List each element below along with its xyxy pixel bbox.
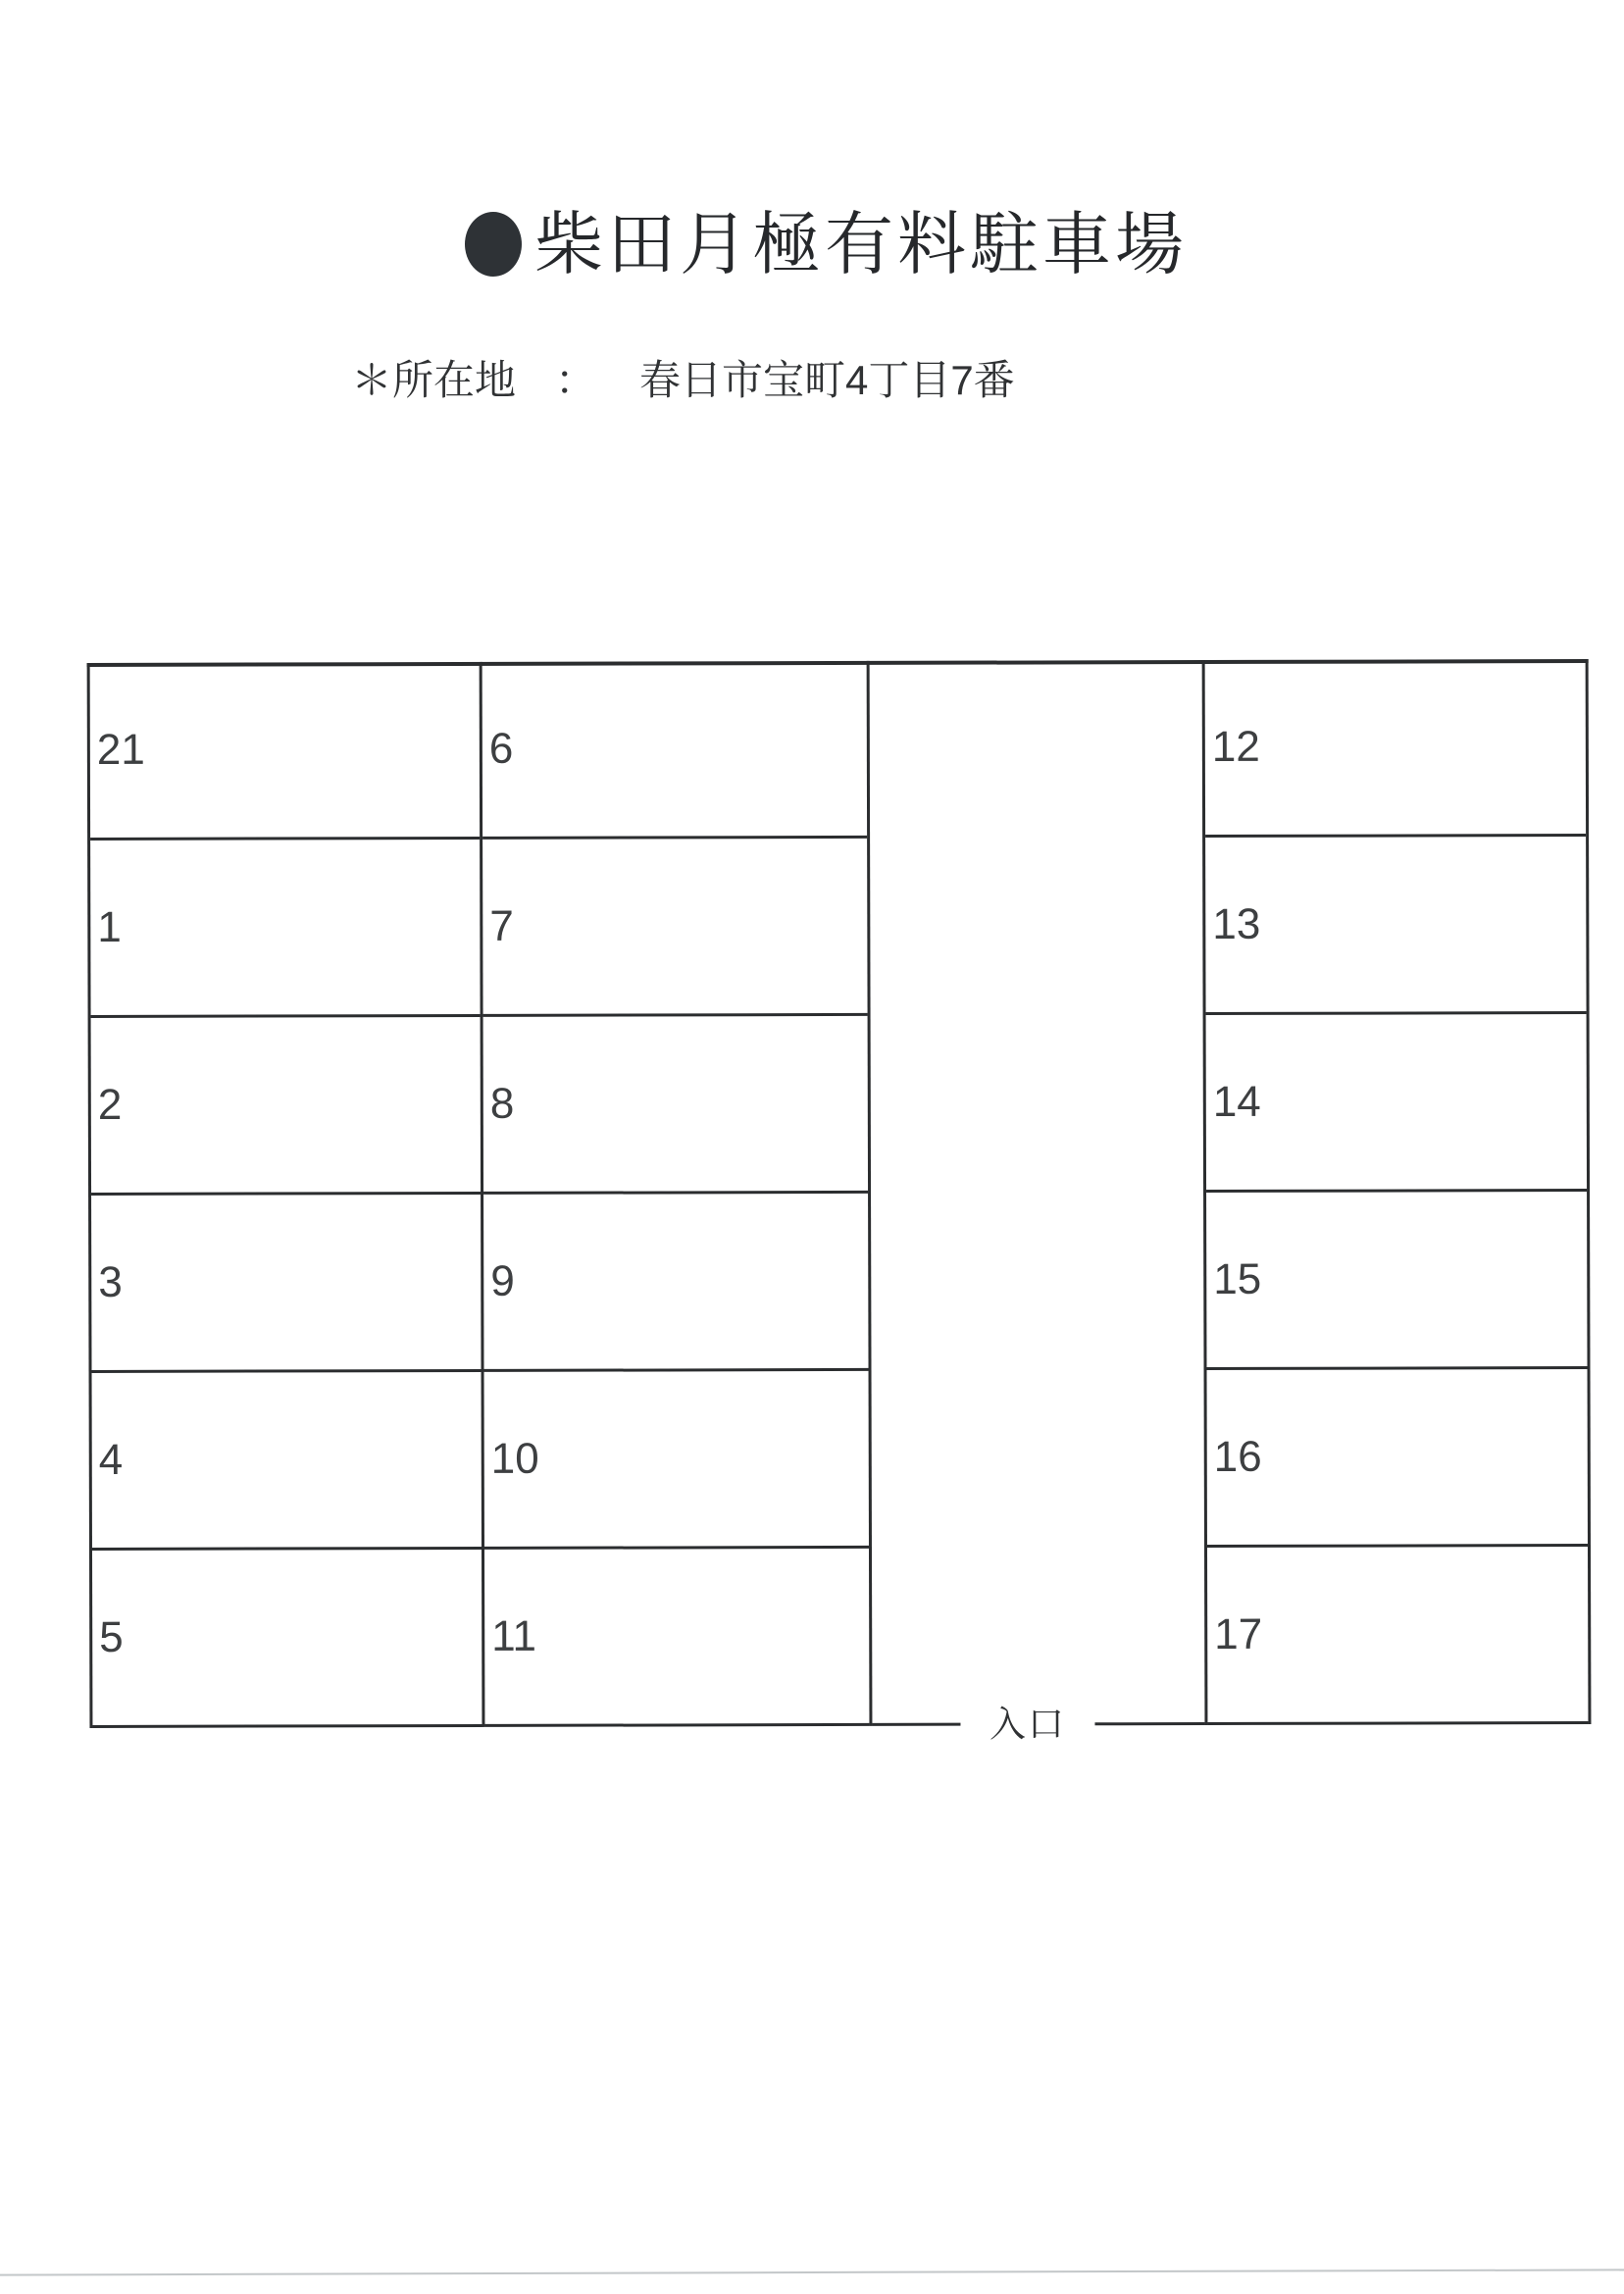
parking-space-cell: 10: [484, 1371, 869, 1550]
parking-space-cell: 6: [482, 661, 867, 840]
parking-space-cell: 17: [1207, 1547, 1588, 1725]
parking-space-cell: 5: [92, 1550, 482, 1728]
location-separator: ：: [555, 357, 597, 403]
entrance-label: 入口: [989, 1704, 1067, 1745]
parking-space-cell: 15: [1206, 1192, 1587, 1370]
parking-space-cell: 16: [1207, 1369, 1588, 1548]
parking-space-cell: 14: [1206, 1014, 1587, 1193]
parking-column-right: [1202, 659, 1592, 1725]
parking-column-middle: [480, 661, 873, 1727]
parking-space-cell: 8: [483, 1016, 868, 1195]
parking-space-cell: 4: [92, 1372, 482, 1551]
entrance-line-right: [1094, 1722, 1204, 1725]
parking-space-cell: 21: [90, 662, 480, 841]
entrance-line-left: [872, 1723, 960, 1726]
parking-space-cell: 1: [90, 840, 480, 1018]
parking-space-cell: 13: [1205, 837, 1586, 1015]
parking-space-cell: 12: [1205, 659, 1586, 838]
parking-column-left: [87, 662, 482, 1728]
location-label: ＊所在地: [351, 357, 517, 403]
parking-space-cell: 3: [91, 1195, 481, 1373]
parking-space-cell: 7: [482, 839, 867, 1017]
parking-space-cell: 2: [91, 1017, 481, 1196]
parking-space-cell: 11: [484, 1549, 869, 1727]
page-title-text: 柴田月極有料駐車場: [534, 206, 1188, 282]
location-value: 春日市宝町4丁目7番: [639, 357, 1015, 403]
parking-space-cell: 9: [483, 1194, 868, 1372]
